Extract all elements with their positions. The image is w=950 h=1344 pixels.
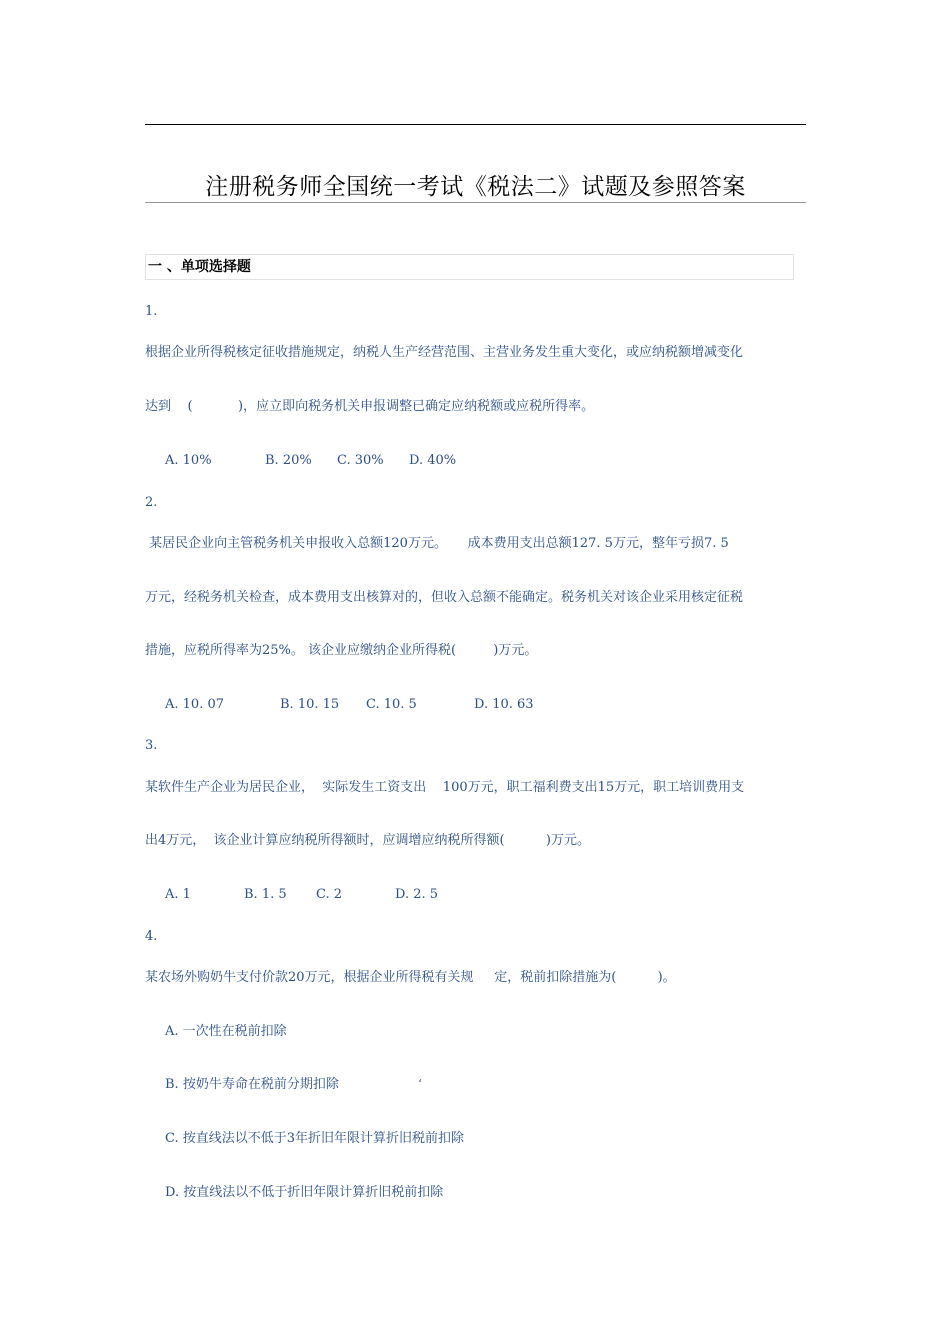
- question-3-line-1: 某软件生产企业为居民企业， 实际发生工资支出 100万元，职工福利费支出15万元，职工培训费用支: [145, 780, 745, 795]
- question-4-option-a: A. 一次性在税前扣除: [165, 1024, 287, 1039]
- question-3-option-b: B. 1. 5: [244, 887, 287, 902]
- question-3-option-a: A. 1: [165, 887, 191, 902]
- question-1-option-a: A. 10%: [165, 453, 212, 468]
- question-2-option-d: D. 10. 63: [474, 697, 534, 712]
- top-rule: [145, 124, 806, 125]
- stray-mark: ‘: [418, 1077, 422, 1091]
- question-1-option-b: B. 20%: [265, 453, 312, 468]
- question-2-line-3: 措施，应税所得率为25%。 该企业应缴纳企业所得税( )万元。: [145, 643, 538, 658]
- question-4-option-d: D. 按直线法以不低于折旧年限计算折旧税前扣除: [165, 1185, 444, 1200]
- question-2-option-a: A. 10. 07: [165, 697, 225, 712]
- question-3-number: 3.: [145, 738, 158, 753]
- question-3-option-c: C. 2: [316, 887, 343, 902]
- question-4-line-1: 某农场外购奶牛支付价款20万元，根据企业所得税有关规 定，税前扣除措施为( )。: [145, 970, 676, 985]
- title-rule: [145, 202, 806, 203]
- question-4-number: 4.: [145, 929, 158, 944]
- question-1-line-2: 达到 ( )，应立即向税务机关申报调整已确定应纳税额或应税所得率。: [145, 399, 595, 414]
- question-2-line-1: 某居民企业向主管税务机关申报收入总额120万元。 成本费用支出总额127. 5万元，整年亏损7. 5: [145, 536, 729, 551]
- question-1-number: 1.: [145, 304, 158, 319]
- question-1-option-d: D. 40%: [409, 453, 457, 468]
- question-4-option-b: B. 按奶牛寿命在税前分期扣除: [165, 1077, 339, 1092]
- question-2-line-2: 万元，经税务机关检查，成本费用支出核算对的，但收入总额不能确定。税务机关对该企业采用核定征税: [145, 590, 744, 605]
- question-2-option-c: C. 10. 5: [366, 697, 417, 712]
- question-1-line-1: 根据企业所得税核定征收措施规定，纳税人生产经营范围、主营业务发生重大变化，或应纳税额增减变化: [145, 345, 744, 360]
- page-title: 注册税务师全国统一考试《税法二》试题及参照答案: [205, 174, 746, 200]
- question-2-number: 2.: [145, 495, 158, 510]
- question-3-line-2: 出4万元， 该企业计算应纳税所得额时，应调增应纳税所得额( )万元。: [145, 833, 591, 848]
- question-2-option-b: B. 10. 15: [280, 697, 340, 712]
- question-4-option-c: C. 按直线法以不低于3年折旧年限计算折旧税前扣除: [165, 1131, 465, 1146]
- question-1-option-c: C. 30%: [337, 453, 384, 468]
- question-3-option-d: D. 2. 5: [395, 887, 439, 902]
- section-heading: 一 、单项选择题: [145, 254, 794, 280]
